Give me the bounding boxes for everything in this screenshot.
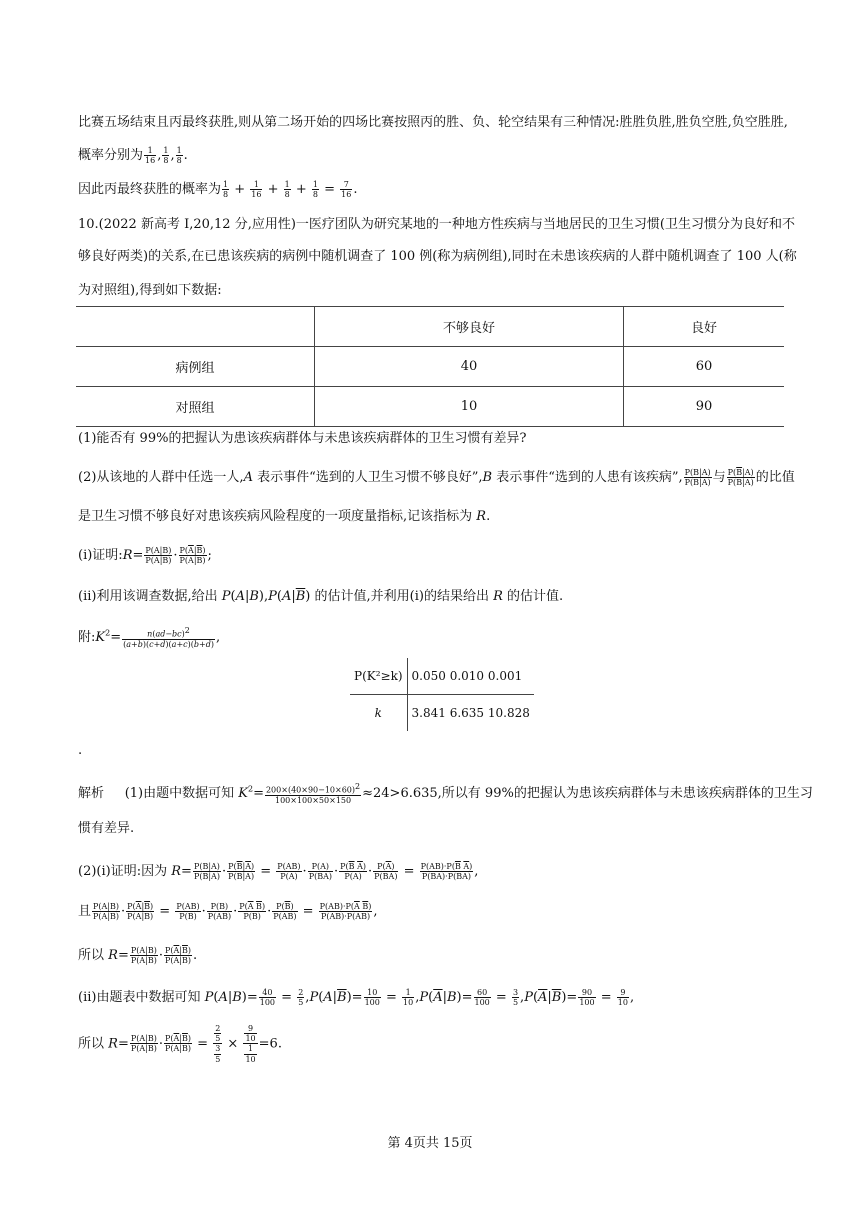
- question-text: 10.(2022 新高考 Ⅰ,20,12 分,应用性)一医疗团队为研究某地的一种地方性疾病与当地居民的卫生习惯(卫生习惯分为良好和不: [78, 217, 795, 232]
- subquestion-i: (i)证明:R= $\frac{P(A|B)}{P(\overline{A}|B)}$ · $\frac{P(\overline{A}|\overline{B})}{P(A|\overline{B})}$ ;: [78, 546, 212, 566]
- prob-line: 概率分别为 $\frac{1}{16}$ , $\frac{1}{8}$ , $\frac{1}{8}$ .: [78, 146, 188, 166]
- table-cell: 0.050 0.010 0.001: [407, 658, 534, 695]
- total-prob-line: 因此丙最终获胜的概率为 $\frac{1}{8}$ + $\frac{1}{16}$ + $\frac{1}{8}$ + $\frac{1}{8}$ = $\frac{7}{16}$ .: [78, 180, 358, 200]
- solution-part-2i-c: 所以 R= $\frac{P(A|B)}{P(\overline{A}|B)}$ · $\frac{P(\overline{A}|\overline{B})}{P(A|\overline{B})}$ .: [78, 946, 198, 966]
- solution-part-2ii: (ii)由题表中数据可知 P(A|B)= $\frac{40}{100}$ = $\frac{2}{5}$ $,P(A|\overline{B})=$ $\frac{10}{100}$ = $\frac{1}{10}$ $,P(\overline{A}|B)=$ $\frac{60}{100}$ = $\frac{3}{5}$ $,P(\overline{A}|\overline{B})=$ $\frac{90}{100}$ = $\frac{9}{10}$ ,: [78, 988, 635, 1008]
- solution-result: 所以 R= $\frac{P(A|B)}{P(\overline{A}|B)}$ · $\frac{P(\overline{A}|\overline{B})}{P(A|\overline{B})}$ = $\frac{\frac{2}{5}}{\frac{3}{5}}$ × $\frac{\frac{9}{10}}{\frac{1}{10}}$ =6.: [78, 1024, 282, 1064]
- subquestion-2: (2)从该地的人群中任选一人,A 表示事件“选到的人卫生习惯不够良好”,B 表示事件“选到的人患有该疾病”, $\frac{P(B|A)}{P(B|\overline{A})}$ 与 $\frac{P(\overline{B}|A)}{P(\overline{B}|\overline{A})}$ 的比值: [78, 468, 795, 488]
- table-cell: 60: [624, 347, 785, 387]
- text-line: 比赛五场结束且丙最终获胜,则从第二场开始的四场比赛按照丙的胜、负、轮空结果有三种情况:胜胜负胜,胜负空胜,负空胜胜,: [78, 115, 788, 130]
- subquestion-ii: (ii)利用该调查数据,给出 $P(A|B),P(A|\overline{B})$ 的估计值,并利用(i)的结果给出 R 的估计值.: [78, 589, 564, 604]
- critical-value-table: [350, 658, 534, 731]
- survey-table: [76, 306, 784, 427]
- table-cell: 对照组: [76, 387, 315, 427]
- question-text: 为对照组),得到如下数据:: [78, 283, 222, 298]
- table-header-row: [76, 307, 784, 347]
- table-row: [76, 387, 784, 427]
- table-cell: 90: [624, 387, 785, 427]
- table-row: [350, 695, 534, 732]
- page-footer: 第 4页共 15页: [387, 1136, 473, 1151]
- table-row: [350, 658, 534, 695]
- solution-part-1-cont: 惯有差异.: [78, 821, 135, 836]
- solution-part-1: 解析 (1)由题中数据可知 $K^2=$ $\frac{200\times(40\times 90-10\times 60)^2}{100\times 100\times 50\times 150}$ ≈24>6.635,所以有 99%的把握认为患该疾病群体与未患该疾病群体的卫生习: [78, 782, 813, 805]
- solution-part-2i: (2)(i)证明:因为 R= $\frac{P(B|A)}{P(B|\overline{A})}$ · $\frac{P(\overline{B}|\overline{A})}{P(\overline{B}|A)}$ = $\frac{P(AB)}{P(A)}$ · $\frac{P(A)}{P(\overline{B}A)}$ · $\frac{P(\overline{B} \overline{A})}{P(\overline{A})}$ · $\frac{P(\overline{A})}{P(B\overline{A})}$ = $\frac{P(AB)\cdot P(\overline{B} \overline{A})}{P(\overline{B}A)\cdot P(B\overline{A})}$ ,: [78, 862, 479, 882]
- table-cell: 10: [315, 387, 624, 427]
- table-cell: 40: [315, 347, 624, 387]
- solution-part-2i-b: 且 $\frac{P(A|B)}{P(\overline{A}|B)}$ · $\frac{P(\overline{A}|\overline{B})}{P(A|\overline{B})}$ = $\frac{P(AB)}{P(B)}$ · $\frac{P(B)}{P(\overline{A}B)}$ · $\frac{P(\overline{A} \overline{B})}{P(\overline{B})}$ · $\frac{P(\overline{B})}{P(A\overline{B})}$ = $\frac{P(AB)\cdot P(\overline{A} \overline{B})}{P(\overline{A}B)\cdot P(A\overline{B})}$ ,: [78, 902, 378, 922]
- subquestion-2-cont: 是卫生习惯不够良好对患该疾病风险程度的一项度量指标,记该指标为 R.: [78, 509, 491, 524]
- table-cell: 3.841 6.635 10.828: [411, 706, 530, 720]
- period-mark: .: [78, 743, 83, 758]
- table-cell: 病例组: [76, 347, 315, 387]
- table-header-cell: 不够良好: [315, 307, 624, 347]
- appendix-formula: 附$:K^2=$ $\frac{n(ad-bc)^2}{(a+b)(c+d)(a+c)(b+d)}$ ,: [78, 626, 221, 649]
- table-cell: P(K²≥k): [350, 658, 407, 695]
- table-header-cell: 良好: [624, 307, 785, 347]
- subquestion-1: (1)能否有 99%的把握认为患该疾病群体与未患该疾病群体的卫生习惯有差异?: [78, 431, 527, 446]
- question-text: 够良好两类)的关系,在已患该疾病的病例中随机调查了 100 例(称为病例组),同时在未患该疾病的人群中随机调查了 100 人(称: [78, 249, 797, 264]
- table-cell: [76, 307, 315, 347]
- table-row: [76, 347, 784, 387]
- table-cell: k: [350, 695, 407, 732]
